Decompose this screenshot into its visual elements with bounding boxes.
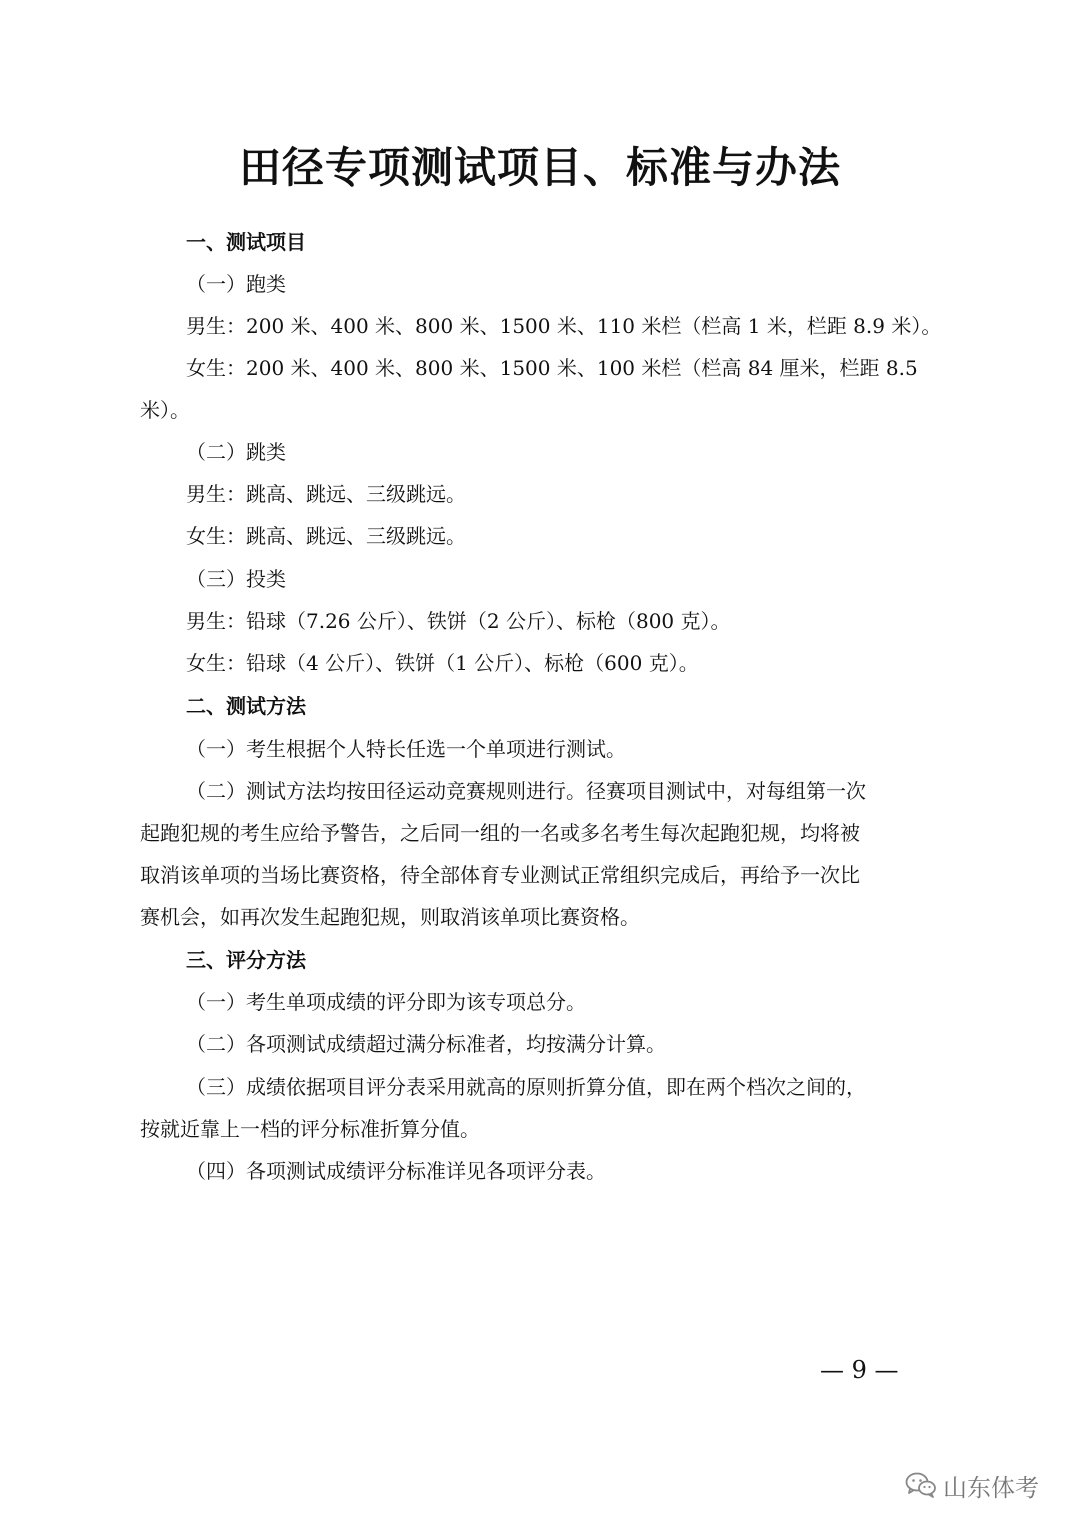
watermark-text: 山东体考 bbox=[943, 1473, 1039, 1502]
paragraph-jumping-women: 女生：跳高、跳远、三级跳远。 bbox=[186, 524, 466, 548]
paragraph-method-2: （二）测试方法均按田径运动竞赛规则进行。径赛项目测试中，对每组第一次 bbox=[186, 779, 866, 803]
paragraph-running-women-cont: 米）。 bbox=[140, 398, 190, 422]
subheading-running: （一）跑类 bbox=[186, 272, 286, 296]
paragraph-throwing-men: 男生：铅球（7.26 公斤）、铁饼（2 公斤）、标枪（800 克）。 bbox=[186, 609, 731, 633]
paragraph-jumping-men: 男生：跳高、跳远、三级跳远。 bbox=[186, 482, 466, 506]
page-number: — 9 — bbox=[820, 1356, 899, 1384]
paragraph-method-2-cont: 起跑犯规的考生应给予警告，之后同一组的一名或多名考生每次起跑犯规，均将被 bbox=[140, 821, 860, 845]
paragraph-throwing-women: 女生：铅球（4 公斤）、铁饼（1 公斤）、标枪（600 克）。 bbox=[186, 651, 699, 675]
paragraph-scoring-1: （一）考生单项成绩的评分即为该专项总分。 bbox=[186, 990, 586, 1014]
paragraph-method-2-cont: 赛机会，如再次发生起跑犯规，则取消该单项比赛资格。 bbox=[140, 905, 640, 929]
subheading-jumping: （二）跳类 bbox=[186, 440, 286, 464]
paragraph-method-2-cont: 取消该单项的当场比赛资格，待全部体育专业测试正常组织完成后，再给予一次比 bbox=[140, 863, 860, 887]
subheading-throwing: （三）投类 bbox=[186, 567, 286, 591]
paragraph-method-1: （一）考生根据个人特长任选一个单项进行测试。 bbox=[186, 737, 626, 761]
paragraph-scoring-2: （二）各项测试成绩超过满分标准者，均按满分计算。 bbox=[186, 1032, 666, 1056]
watermark bbox=[905, 1465, 1039, 1505]
section-heading-scoring-method: 三、评分方法 bbox=[186, 948, 306, 972]
paragraph-running-men: 男生：200 米、400 米、800 米、1500 米、110 米栏（栏高 1 米，栏距 8.9 米）。 bbox=[186, 314, 942, 338]
page-title: 田径专项测试项目、标准与办法 bbox=[238, 143, 841, 192]
paragraph-scoring-4: （四）各项测试成绩评分标准详见各项评分表。 bbox=[186, 1159, 606, 1183]
section-heading-test-method: 二、测试方法 bbox=[186, 694, 306, 718]
paragraph-scoring-3: （三）成绩依据项目评分表采用就高的原则折算分值，即在两个档次之间的， bbox=[186, 1075, 866, 1099]
paragraph-scoring-3-cont: 按就近靠上一档的评分标准折算分值。 bbox=[140, 1117, 480, 1141]
wechat-icon bbox=[905, 1471, 937, 1499]
paragraph-running-women: 女生：200 米、400 米、800 米、1500 米、100 米栏（栏高 84 厘米，栏距 8.5 bbox=[186, 356, 918, 380]
section-heading-test-items: 一、测试项目 bbox=[186, 230, 306, 254]
